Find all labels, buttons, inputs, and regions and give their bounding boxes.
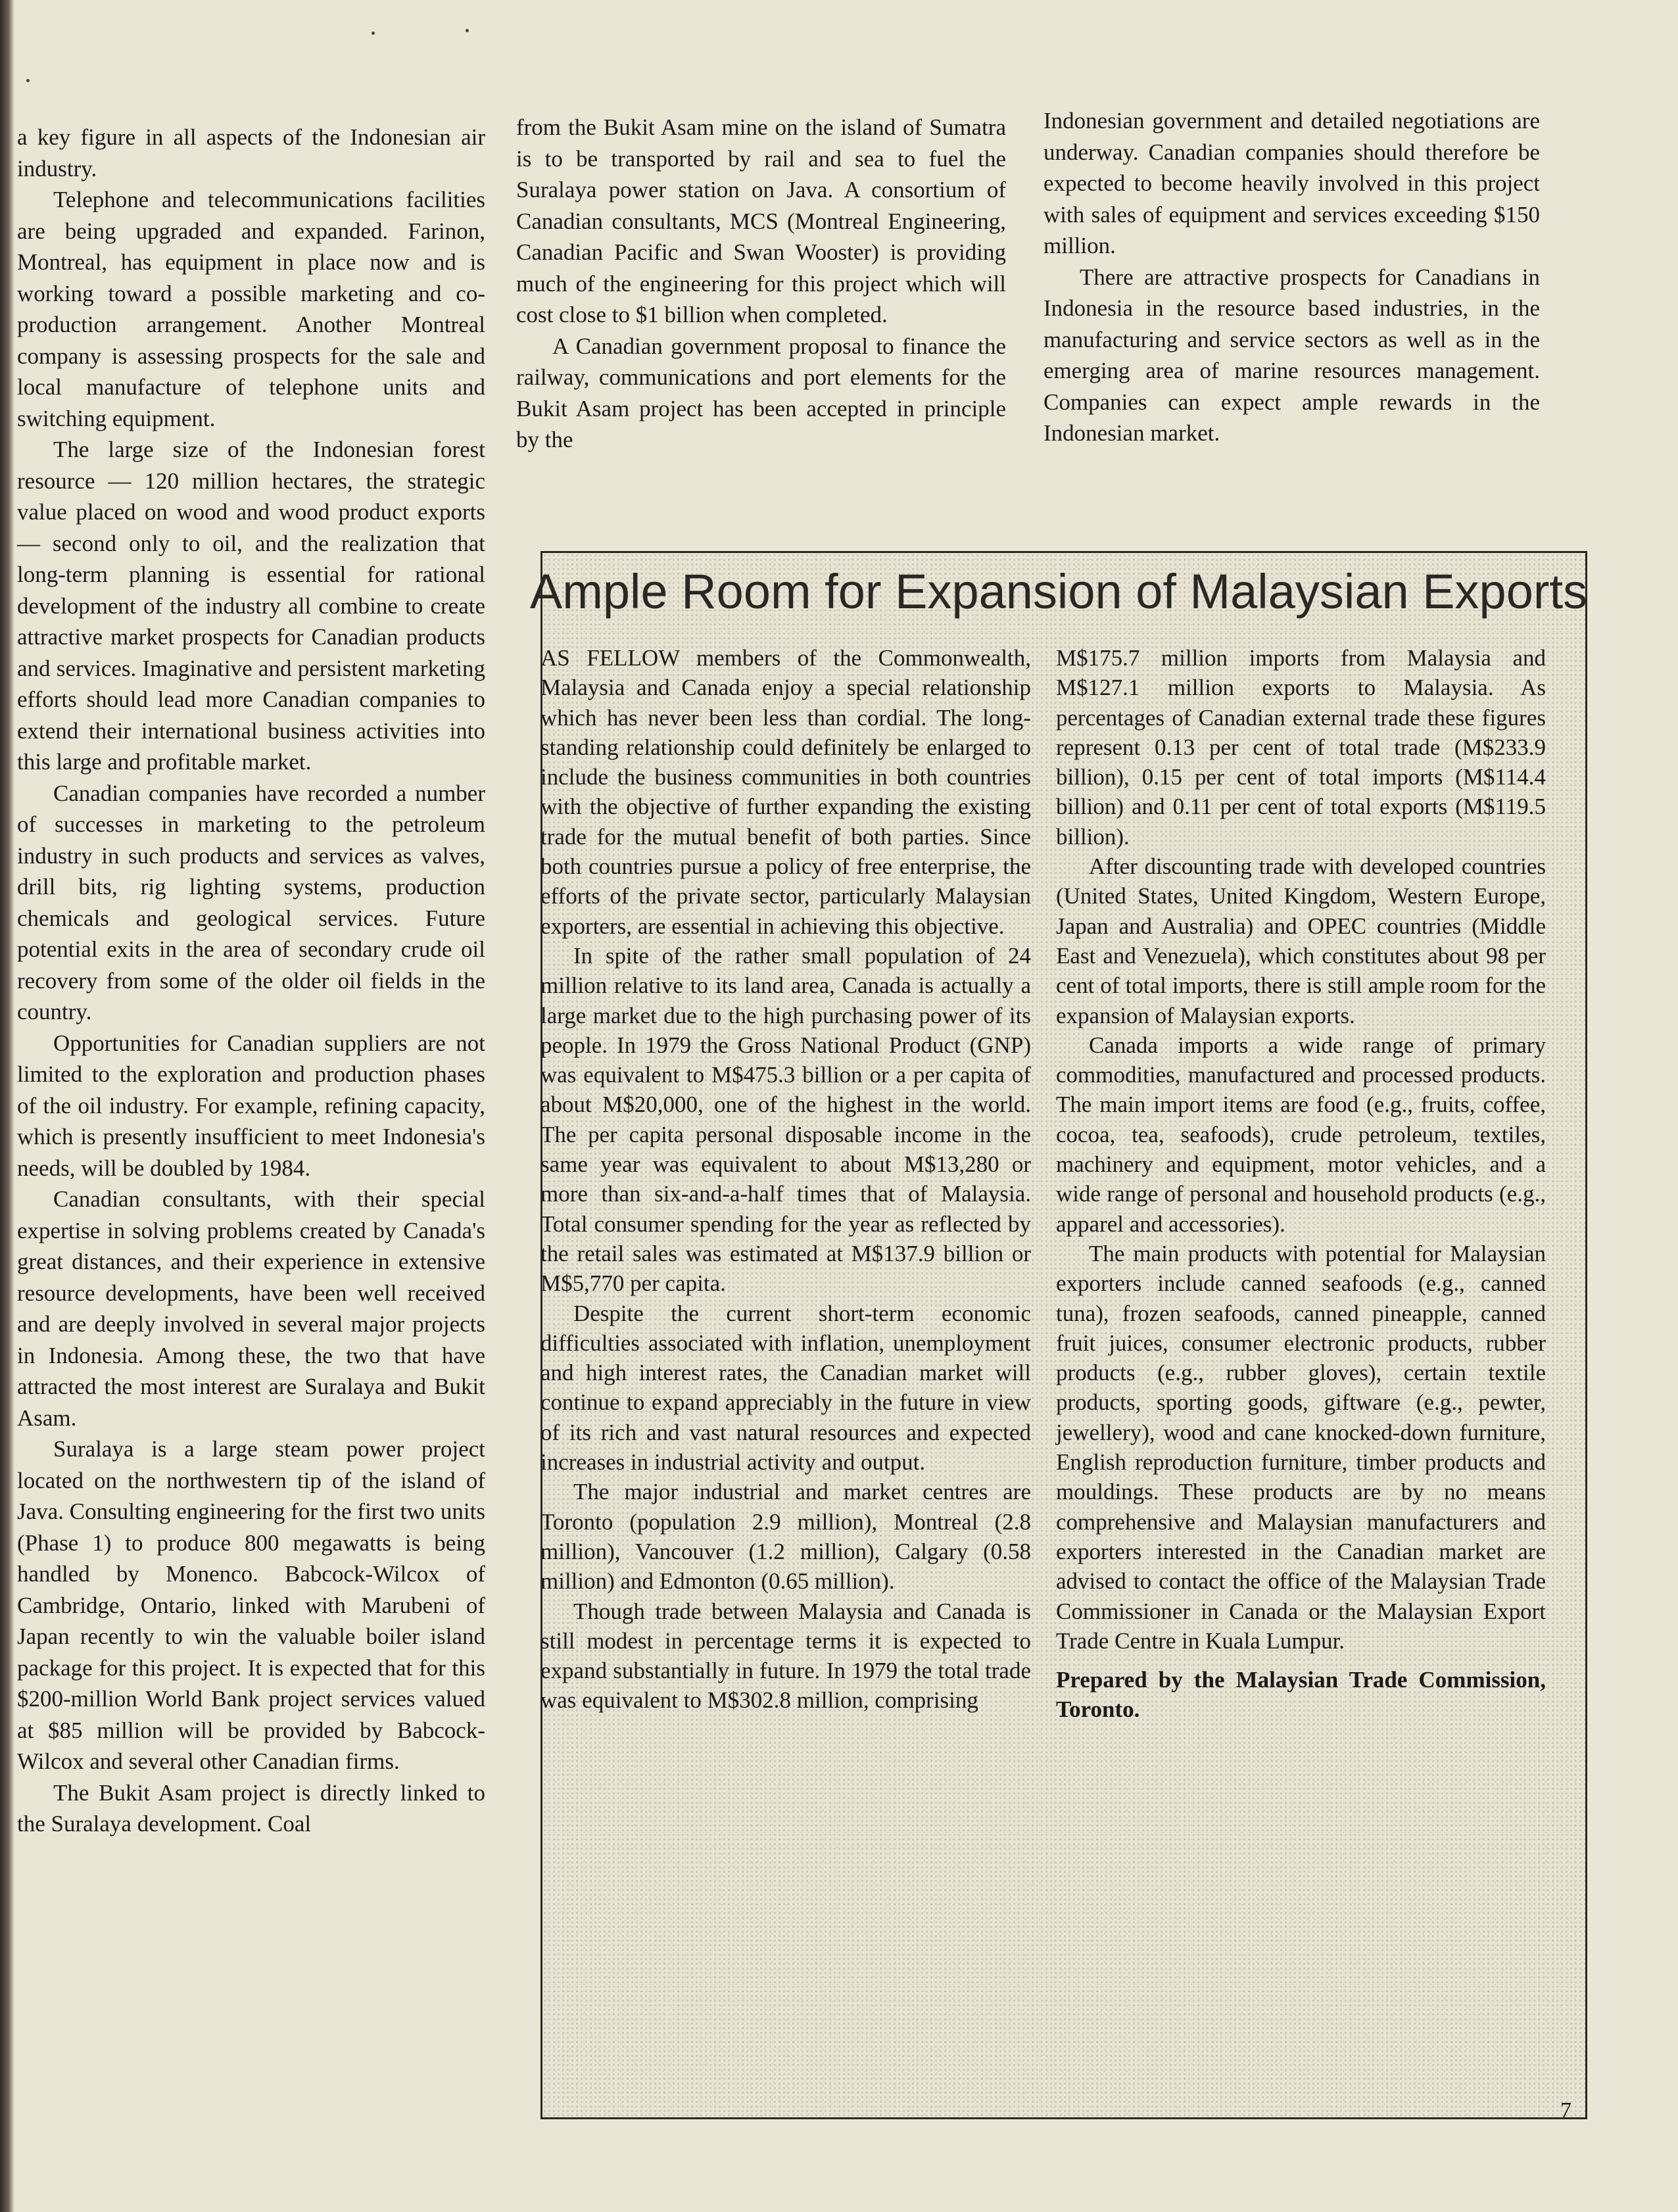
paragraph: Canadian consultants, with their special expertise in solving problems created by Canada's great distances, and their experience in extensive resource developments, have been well received and are deeply involved in several major projects in Indonesia. Among these, the two that have attracted the most interest are Suralaya and Bukit Asam. xyxy=(17,1186,485,1431)
paragraph: Indonesian government and detailed negotiations are underway. Canadian companies should therefore be expected to become heavily involved in this project with sales of equipment and services exceeding $150 million. xyxy=(1043,108,1540,258)
sidebar-column-1 xyxy=(540,643,1031,1716)
dust-speck xyxy=(26,79,30,82)
dust-speck xyxy=(372,32,375,35)
paragraph: from the Bukit Asam mine on the island of Sumatra is to be transported by rail and sea to fuel the Suralaya power station on Java. A consortium of Canadian consultants, MCS (Montreal Engineering, Canadian Pacific and Swan Wooster) is providing much of the engineering for this project which will cost close to $1 billion when completed. xyxy=(516,114,1006,327)
article-column-2 xyxy=(516,112,1006,456)
paragraph: The major industrial and market centres are Toronto (population 2.9 million), Montreal (2.8 million), Vancouver (1.2 million), Calgary (0.58 million) and Edmonton (0.65 million). xyxy=(540,1479,1031,1595)
sidebar-title: Ample Room for Expansion of Malaysian Exports xyxy=(529,564,1588,619)
page-number: 7 xyxy=(1560,2098,1571,2123)
paragraph: Opportunities for Canadian suppliers are not limited to the exploration and production phases of the oil industry. For example, refining capacity, which is presently insufficient to meet Indonesia's needs, will be doubled by 1984. xyxy=(17,1030,485,1181)
paragraph: Despite the current short-term economic difficulties associated with inflation, unemployment and high interest rates, the Canadian market will continue to expand appreciably in the future in view of its rich and vast natural resources and expected increases in industrial activity and output. xyxy=(540,1300,1031,1476)
paragraph: The large size of the Indonesian forest resource — 120 million hectares, the strategic value placed on wood and wood product exports — second only to oil, and the realization that long-term planning is essential for rational development of the industry all combine to create attractive market prospects for Canadian products and services. Imaginative and persistent marketing efforts should lead more Canadian companies to extend their international business activities into this large and profitable market. xyxy=(17,437,485,775)
paragraph: Suralaya is a large steam power project located on the northwestern tip of the island of Java. Consulting engineering for the first two units (Phase 1) to produce 800 megawatts is being handled by Monenco. Babcock-Wilcox of Cambridge, Ontario, linked with Marubeni of Japan recently to win the valuable boiler island package for this project. It is expected that for this $200-million World Bank project services valued at $85 million will be provided by Babcock-Wilcox and several other Canadian firms. xyxy=(17,1436,485,1774)
paragraph: The main products with potential for Malaysian exporters include canned seafoods (e.g., canned tuna), frozen seafoods, canned pineapple, canned fruit juices, consumer electronic products, rubber products (e.g., rubber gloves), certain textile products, sporting goods, giftware (e.g., pewter, jewellery), wood and cane knocked-down furniture, English reproduction furniture, timber products and mouldings. These products are by no means comprehensive and Malaysian manufacturers and exporters interested in the Canadian market are advised to contact the office of the Malaysian Trade Commissioner in Canada or the Malaysian Export Trade Centre in Kuala Lumpur. xyxy=(1056,1240,1546,1654)
paragraph: After discounting trade with developed countries (United States, United Kingdom, Western Europe, Japan and Australia) and OPEC countries (Middle East and Venezuela), which constitutes about 98 per cent of total imports, there is still ample room for the expansion of Malaysian exports. xyxy=(1056,854,1546,1028)
dust-speck xyxy=(466,29,469,32)
paragraph: AS FELLOW members of the Commonwealth, Malaysia and Canada enjoy a special relationship which has never been less than cordial. The long-standing relationship could definitely be enlarged to include the business communities in both countries with the objective of further expanding the existing trade for the mutual benefit of both parties. Since both countries pursue a policy of free enterprise, the efforts of the private sector, particularly Malaysian exporters, are essential in achieving this objective. xyxy=(540,645,1031,939)
paragraph: In spite of the rather small population of 24 million relative to its land area, Canada is actually a large market due to the high purchasing power of its people. In 1979 the Gross National Product (GNP) was equivalent to M$475.3 billion or a per capita of about M$20,000, one of the highest in the world. The per capita personal disposable income in the same year was equivalent to about M$13,280 or more than six-and-a-half times that of Malaysia. Total consumer spending for the year as reflected by the retail sales was estimated at M$137.9 billion or M$5,770 per capita. xyxy=(540,942,1031,1297)
article-column-3 xyxy=(1043,105,1540,449)
paragraph: The Bukit Asam project is directly linked to the Suralaya development. Coal xyxy=(17,1779,485,1837)
sidebar-credit: Prepared by the Malaysian Trade Commission, Toronto. xyxy=(1056,1667,1546,1723)
paragraph: Canadian companies have recorded a number of successes in marketing to the petroleum industry in such products and services as valves, drill bits, rig lighting systems, production chemicals and geological services. Future potential exits in the area of secondary crude oil recovery from some of the older oil fields in the country. xyxy=(17,780,485,1024)
sidebar-column-2 xyxy=(1056,643,1546,1725)
paragraph: Canada imports a wide range of primary commodities, manufactured and processed products. The main import items are food (e.g., fruits, coffee, cocoa, tea, seafoods), crude petroleum, textiles, machinery and equipment, motor vehicles, and a wide range of personal and household products (e.g., apparel and accessories). xyxy=(1056,1032,1546,1237)
article-column-1 xyxy=(17,122,485,1840)
paragraph: Telephone and telecommunications facilities are being upgraded and expanded. Farinon, Montreal, has equipment in place now and is working toward a possible marketing and co-production arrangement. Another Montreal company is assessing prospects for the sale and local manufacture of telephone units and switching equipment. xyxy=(17,187,485,431)
paragraph: There are attractive prospects for Canadians in Indonesia in the resource based industries, in the manufacturing and service sectors as well as in the emerging area of marine resources management. Companies can expect ample rewards in the Indonesian market. xyxy=(1043,264,1540,446)
paragraph: a key figure in all aspects of the Indonesian air industry. xyxy=(17,124,485,181)
paragraph: M$175.7 million imports from Malaysia and M$127.1 million exports to Malaysia. As percentages of Canadian external trade these figures represent 0.13 per cent of total trade (M$233.9 billion), 0.15 per cent of total imports (M$114.4 billion) and 0.11 per cent of total exports (M$119.5 billion). xyxy=(1056,645,1546,850)
paragraph: Though trade between Malaysia and Canada is still modest in percentage terms it is expected to expand substantially in future. In 1979 the total trade was equivalent to M$302.8 million, comprising xyxy=(540,1598,1031,1714)
paragraph: A Canadian government proposal to finance the railway, communications and port elements for the Bukit Asam project has been accepted in principle by the xyxy=(516,333,1006,452)
page-binding-edge xyxy=(0,0,14,2212)
